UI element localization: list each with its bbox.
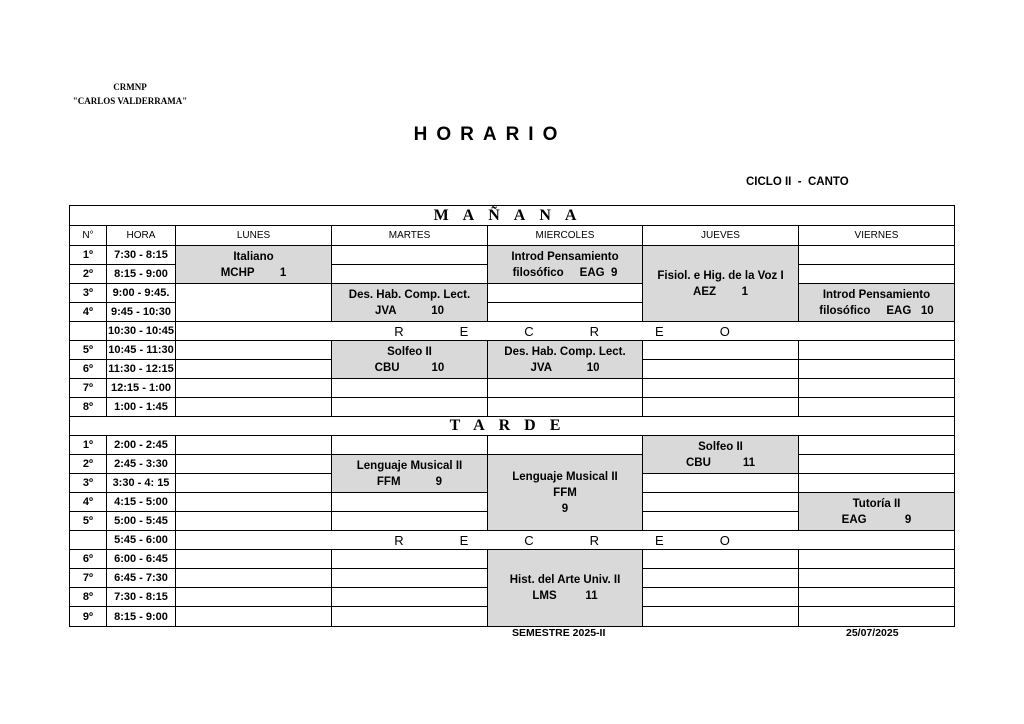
empty-cell	[331, 245, 488, 265]
date-label: 25/07/2025	[846, 627, 899, 639]
row-time: 9:45 - 10:30	[106, 302, 176, 322]
course-text: Solfeo II	[698, 441, 743, 453]
row-number: 6º	[69, 359, 107, 379]
row-number: 5º	[69, 511, 107, 531]
course-text: filosófico EAG 10	[819, 304, 934, 317]
column-header: MIERCOLES	[487, 225, 643, 246]
course-cell	[487, 454, 643, 531]
empty-cell	[175, 378, 332, 398]
empty-cell	[175, 454, 332, 474]
empty-cell	[175, 473, 332, 493]
empty-cell	[175, 435, 332, 455]
course-text: Des. Hab. Comp. Lect.	[504, 346, 626, 358]
row-time: 3:30 - 4: 15	[106, 473, 176, 493]
course-cell	[331, 283, 488, 322]
course-cell	[331, 340, 488, 379]
empty-cell	[175, 492, 332, 512]
course-text: 9	[561, 502, 569, 515]
semester-label: SEMESTRE 2025-II	[512, 627, 606, 639]
course-cell	[487, 245, 643, 284]
column-header: MARTES	[331, 225, 488, 246]
empty-cell	[642, 359, 799, 379]
empty-cell	[642, 549, 799, 569]
empty-cell	[642, 511, 799, 531]
empty-cell	[175, 397, 332, 417]
row-number: 1º	[69, 245, 107, 265]
row-time: 8:15 - 9:00	[106, 606, 176, 627]
empty-cell	[487, 302, 643, 322]
empty-cell	[798, 473, 955, 493]
row-number: 3º	[69, 473, 107, 493]
course-text: JVA 10	[530, 362, 600, 374]
empty-cell	[175, 340, 332, 360]
empty-cell	[798, 454, 955, 474]
empty-cell	[798, 245, 955, 265]
row-number: 8º	[69, 397, 107, 417]
row-number: 2º	[69, 264, 107, 284]
section-header-morning: MAÑANA	[69, 205, 955, 226]
course-text: Hist. del Arte Univ. II	[509, 574, 621, 586]
course-cell	[175, 245, 332, 284]
section-header-afternoon: TARDE	[69, 416, 955, 436]
empty-cell	[798, 378, 955, 398]
course-text: filosófico EAG 9	[512, 267, 618, 279]
empty-cell	[642, 397, 799, 417]
course-cell	[798, 283, 955, 322]
course-text: CBU 10	[374, 362, 445, 374]
course-text: Introd Pensamiento	[511, 251, 619, 263]
row-number: 1º	[69, 435, 107, 455]
empty-cell	[798, 397, 955, 417]
course-text: EAG 9	[841, 514, 912, 526]
course-text: JVA 10	[374, 305, 445, 317]
course-text: Lenguaje Musical II	[356, 460, 463, 472]
empty-cell	[798, 587, 955, 607]
row-time: 7:30 - 8:15	[106, 587, 176, 607]
row-time: 10:30 - 10:45	[106, 321, 176, 341]
empty-cell	[642, 606, 799, 627]
empty-cell	[642, 340, 799, 360]
empty-cell	[175, 606, 332, 627]
empty-cell	[487, 283, 643, 303]
row-time: 10:45 - 11:30	[106, 340, 176, 360]
course-text: CBU 11	[685, 457, 756, 469]
row-number: 6º	[69, 549, 107, 569]
institution-short-name: CRMNP	[113, 82, 147, 92]
course-cell	[798, 492, 955, 531]
row-number	[69, 321, 107, 341]
course-cell	[642, 435, 799, 474]
empty-cell	[798, 606, 955, 627]
row-number: 9º	[69, 606, 107, 627]
row-time: 5:00 - 5:45	[106, 511, 176, 531]
empty-cell	[798, 435, 955, 455]
empty-cell	[175, 359, 332, 379]
course-text: FFM 9	[376, 476, 443, 488]
row-number: 7º	[69, 568, 107, 588]
empty-cell	[642, 492, 799, 512]
empty-cell	[331, 606, 488, 627]
row-time: 6:45 - 7:30	[106, 568, 176, 588]
empty-cell	[798, 568, 955, 588]
course-text: Des. Hab. Comp. Lect.	[348, 289, 471, 301]
empty-cell	[331, 511, 488, 531]
empty-cell	[331, 378, 488, 398]
empty-cell	[175, 511, 332, 531]
row-number: 7º	[69, 378, 107, 398]
empty-cell	[331, 435, 488, 455]
row-number: 4º	[69, 302, 107, 322]
course-text: MCHP 1	[220, 267, 287, 279]
row-number: 5º	[69, 340, 107, 360]
empty-cell	[798, 359, 955, 379]
schedule-table	[69, 205, 954, 626]
empty-cell	[487, 435, 643, 455]
row-number: 2º	[69, 454, 107, 474]
empty-cell	[331, 587, 488, 607]
row-number: 8º	[69, 587, 107, 607]
course-cell	[642, 245, 799, 322]
course-text: LMS 11	[532, 590, 598, 602]
course-text: AEZ 1	[693, 285, 748, 298]
course-text: Italiano	[233, 251, 274, 263]
row-time: 9:00 - 9:45.	[106, 283, 176, 303]
empty-cell	[798, 264, 955, 284]
row-number	[69, 530, 107, 550]
course-text: Introd Pensamiento	[822, 288, 931, 301]
row-time: 1:00 - 1:45	[106, 397, 176, 417]
row-time: 2:45 - 3:30	[106, 454, 176, 474]
course-cell	[487, 549, 643, 627]
empty-cell	[331, 549, 488, 569]
recess-row: RECREO	[175, 530, 955, 550]
course-text: FFM	[553, 486, 577, 499]
cycle-label: CICLO II - CANTO	[746, 176, 849, 188]
empty-cell	[642, 568, 799, 588]
row-time: 2:00 - 2:45	[106, 435, 176, 455]
row-number: 3º	[69, 283, 107, 303]
row-time: 5:45 - 6:00	[106, 530, 176, 550]
empty-cell	[331, 397, 488, 417]
empty-cell	[331, 264, 488, 284]
row-time: 12:15 - 1:00	[106, 378, 176, 398]
row-time: 4:15 - 5:00	[106, 492, 176, 512]
row-time: 8:15 - 9:00	[106, 264, 176, 284]
empty-cell	[175, 587, 332, 607]
empty-cell	[642, 473, 799, 493]
empty-cell	[798, 549, 955, 569]
recess-row: RECREO	[175, 321, 955, 341]
course-text: Fisiol. e Hig. de la Voz I	[657, 269, 784, 282]
column-header: LUNES	[175, 225, 332, 246]
page-title: HORARIO	[413, 124, 567, 145]
empty-cell	[642, 587, 799, 607]
column-header: JUEVES	[642, 225, 799, 246]
empty-cell	[487, 378, 643, 398]
row-time: 7:30 - 8:15	[106, 245, 176, 265]
course-cell	[487, 340, 643, 379]
course-text: Tutoría II	[852, 498, 901, 510]
empty-cell	[175, 568, 332, 588]
empty-cell	[175, 549, 332, 569]
course-text: Lenguaje Musical II	[512, 470, 618, 483]
institution-name: "CARLOS VALDERRAMA"	[72, 96, 188, 106]
empty-cell	[331, 568, 488, 588]
empty-cell	[798, 340, 955, 360]
column-header: HORA	[106, 225, 176, 246]
row-number: 4º	[69, 492, 107, 512]
course-cell	[331, 454, 488, 493]
empty-cell	[642, 378, 799, 398]
empty-cell	[331, 492, 488, 512]
empty-cell	[487, 397, 643, 417]
course-text: Solfeo II	[387, 346, 432, 358]
column-header: N°	[69, 225, 107, 246]
column-header: VIERNES	[798, 225, 955, 246]
row-time: 6:00 - 6:45	[106, 549, 176, 569]
row-time: 11:30 - 12:15	[106, 359, 176, 379]
